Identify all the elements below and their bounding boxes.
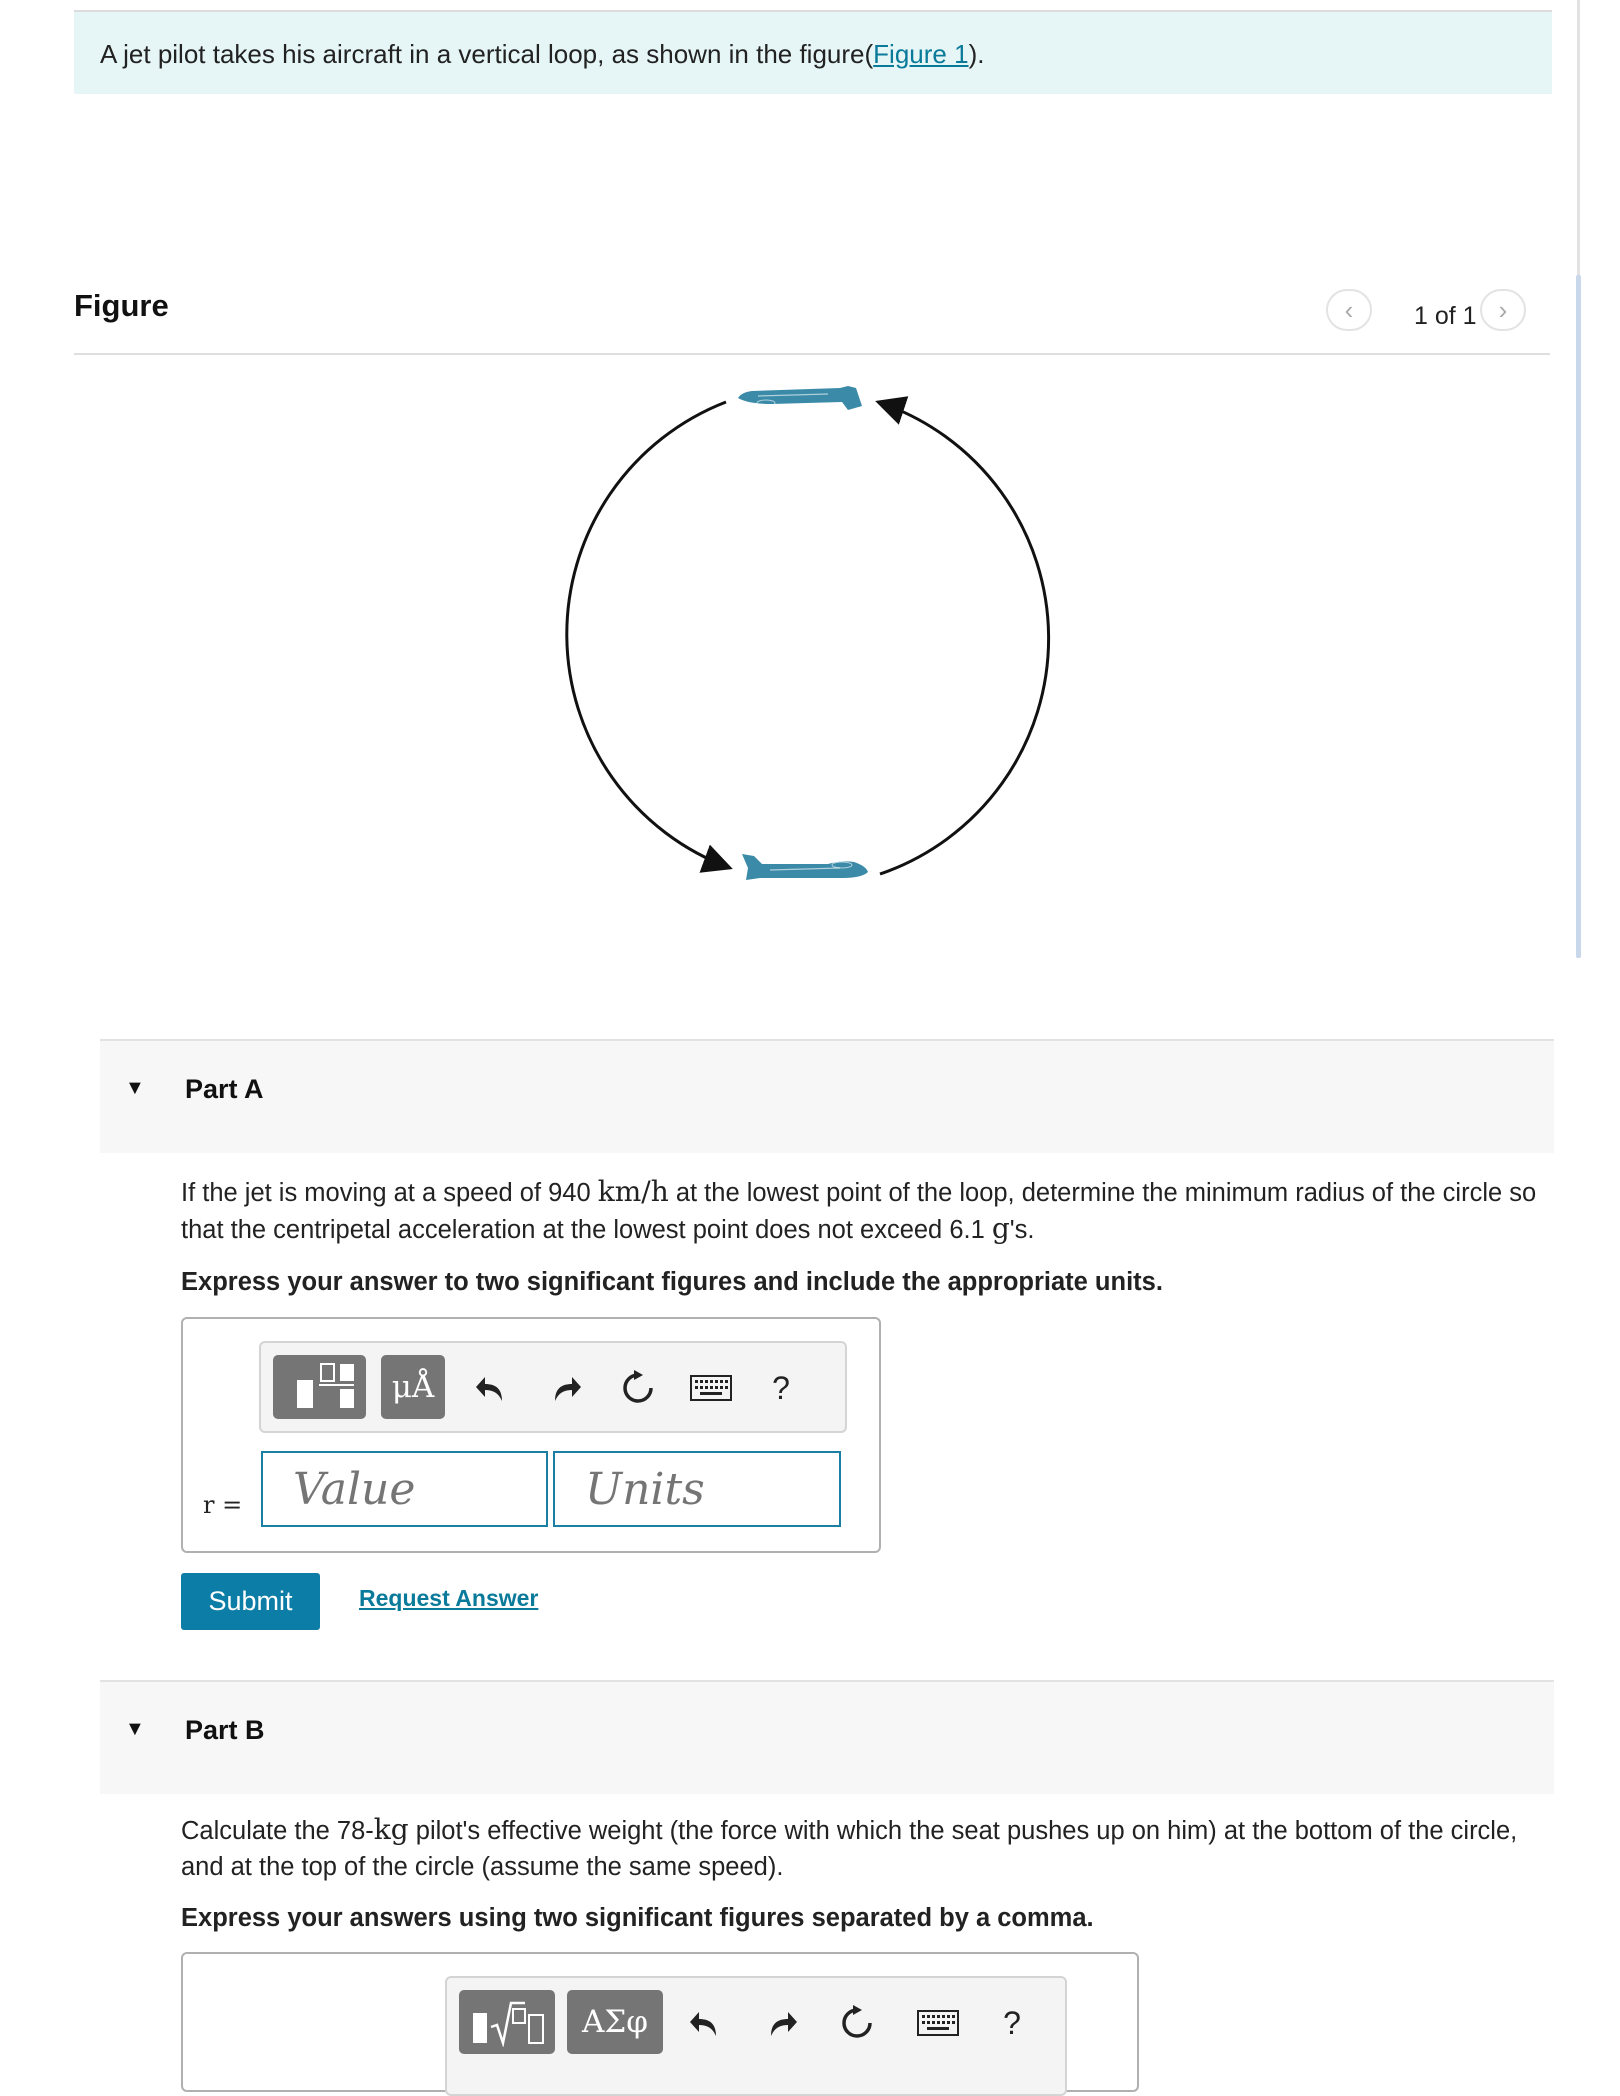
part-a-unit-g: g — [991, 1212, 1010, 1245]
figure-pager: 1 of 1 — [1414, 302, 1477, 330]
part-b-header[interactable] — [100, 1680, 1554, 1794]
keyboard-button[interactable] — [686, 1365, 736, 1411]
reset-button-b[interactable] — [835, 1998, 879, 2048]
value-input[interactable] — [261, 1451, 548, 1527]
part-a-question-end: 's. — [1009, 1216, 1035, 1244]
help-button-b[interactable]: ? — [1003, 2004, 1021, 2041]
variable-label: r = — [203, 1491, 243, 1519]
part-a-question-text: If the jet is moving at a speed of 940 — [181, 1179, 598, 1207]
next-figure-button[interactable] — [1480, 289, 1526, 331]
part-b-question-text: Calculate the 78- — [181, 1817, 374, 1845]
reset-button[interactable] — [616, 1363, 660, 1413]
undo-icon — [474, 1371, 508, 1405]
jet-bottom-icon — [742, 854, 868, 880]
part-b-unit: kg — [373, 1813, 409, 1846]
chevron-right-icon: › — [1498, 294, 1508, 325]
figure-title: Figure — [74, 288, 169, 323]
redo-button[interactable] — [546, 1363, 586, 1413]
part-b-toolbar — [445, 1976, 1067, 2096]
keyboard-icon — [917, 2010, 959, 2036]
reset-icon — [619, 1369, 657, 1407]
part-b-title: Part B — [185, 1715, 265, 1745]
radical-template-icon — [467, 1997, 547, 2047]
figure-divider — [74, 353, 1550, 355]
caret-down-icon: ▼ — [125, 1718, 145, 1740]
caret-down-icon: ▼ — [125, 1077, 145, 1099]
intro-banner — [74, 10, 1552, 94]
fraction-template-icon — [283, 1360, 357, 1414]
part-a-instruction: Express your answer to two significant figures and include the appropriate units. — [181, 1268, 1163, 1296]
part-a-header[interactable] — [100, 1039, 1554, 1153]
part-a-question-text-2: at the lowest point of the loop, determine the minimum radius of the circle so that the centripetal acceleration at the lowest point does not exceed 6.1 — [181, 1179, 1537, 1244]
keyboard-icon — [690, 1375, 732, 1401]
greek-button[interactable]: ΑΣφ — [567, 1990, 663, 2054]
part-a-toolbar — [259, 1341, 847, 1433]
request-answer-link[interactable]: Request Answer — [359, 1585, 539, 1611]
redo-icon — [765, 2006, 799, 2040]
reset-icon — [838, 2004, 876, 2042]
chevron-left-icon: ‹ — [1344, 294, 1354, 325]
loop-arc-right — [878, 402, 1049, 874]
prev-figure-button[interactable] — [1326, 289, 1372, 331]
help-button[interactable]: ? — [772, 1369, 790, 1406]
redo-button-b[interactable] — [762, 1998, 802, 2048]
submit-button[interactable]: Submit — [181, 1573, 320, 1630]
undo-button-b[interactable] — [685, 1998, 725, 2048]
jet-top-icon — [738, 386, 862, 410]
part-a-unit: km/h — [597, 1175, 669, 1208]
templates-button[interactable] — [273, 1355, 366, 1419]
part-a-question — [181, 1174, 1551, 1248]
figure-link[interactable]: Figure 1 — [873, 39, 969, 69]
part-b-answer-box — [181, 1952, 1139, 2092]
part-a-title: Part A — [185, 1074, 264, 1104]
part-b-instruction: Express your answers using two significant figures separated by a comma. — [181, 1904, 1094, 1932]
redo-icon — [549, 1371, 583, 1405]
units-button[interactable]: μÅ — [381, 1355, 445, 1419]
undo-icon — [688, 2006, 722, 2040]
units-input[interactable] — [553, 1451, 841, 1527]
undo-button[interactable] — [471, 1363, 511, 1413]
part-b-question — [181, 1812, 1551, 1885]
loop-figure — [530, 370, 1090, 910]
part-a-answer-box — [181, 1317, 881, 1553]
intro-text: A jet pilot takes his aircraft in a vertical loop, as shown in the figure( — [100, 39, 874, 69]
templates-button-b[interactable] — [459, 1990, 555, 2054]
intro-suffix: ). — [968, 39, 985, 69]
keyboard-button-b[interactable] — [913, 2000, 963, 2046]
scrollbar-thumb[interactable] — [1576, 275, 1581, 958]
loop-arc-left — [567, 402, 730, 868]
part-b-question-text-2: pilot's effective weight (the force with which the seat pushes up on him) at the bottom of the circle, and at the top of the circle (assume the same speed). — [181, 1817, 1518, 1881]
